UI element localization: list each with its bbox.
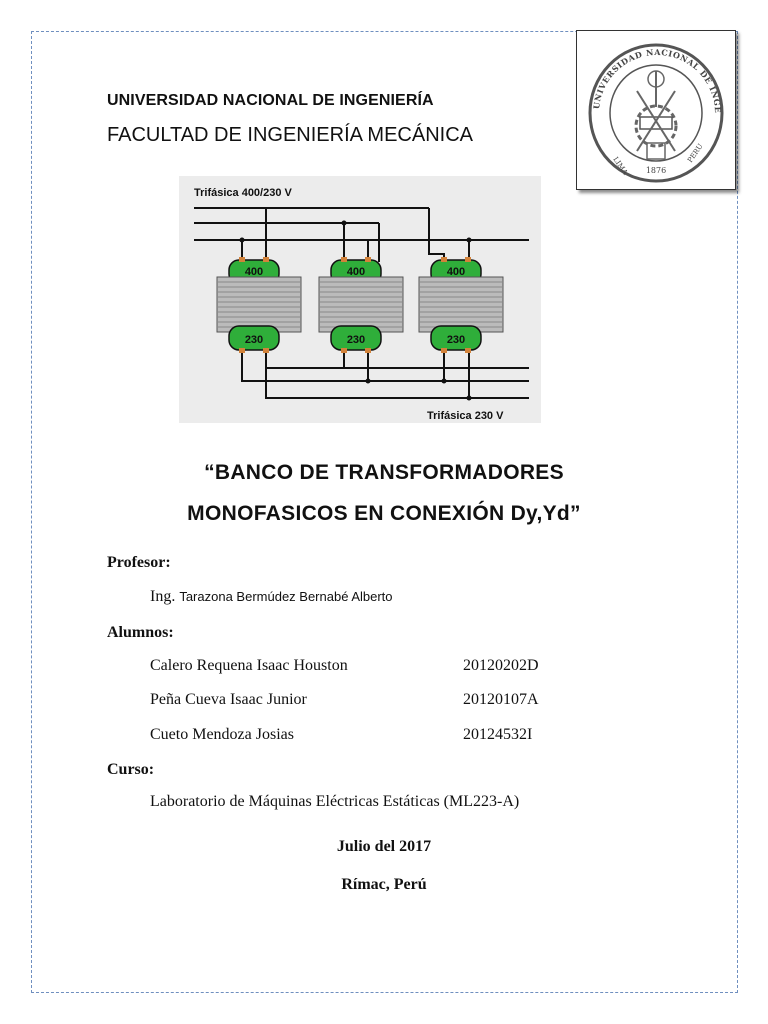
university-seal: [576, 30, 736, 190]
seal-emblem-icon: [577, 31, 735, 189]
transformer-2: [319, 257, 403, 353]
student-code: 20120107A: [463, 691, 539, 708]
svg-text:LIMA: LIMA: [611, 155, 630, 177]
svg-text:PERU: PERU: [686, 142, 705, 165]
student-name: Peña Cueva Isaac Junior: [150, 691, 307, 708]
svg-text:UNIVERSIDAD NACIONAL DE INGENI: UNIVERSIDAD NACIONAL DE INGE: [591, 46, 724, 114]
svg-text:230: 230: [346, 334, 366, 346]
transformer-1: [217, 257, 301, 353]
svg-text:400: 400: [244, 266, 264, 278]
course-name: Laboratorio de Máquinas Eléctricas Estáticas (ML223-A): [150, 793, 520, 810]
transformer-diagram: [179, 176, 541, 423]
svg-text:230: 230: [446, 334, 466, 346]
students-label: Alumnos:: [107, 624, 174, 641]
student-name: Cueto Mendoza Josias: [150, 726, 294, 743]
professor-label: Profesor:: [107, 554, 171, 571]
diagram-secondary-label: Trifásica 230 V: [427, 410, 504, 422]
document-title-line-1: “BANCO DE TRANSFORMADORES: [204, 461, 564, 484]
svg-text:1876: 1876: [645, 166, 667, 175]
professor-line: [150, 588, 393, 606]
svg-text:230: 230: [244, 334, 264, 346]
student-code: 20120202D: [463, 657, 539, 674]
diagram-primary-label: Trifásica 400/230 V: [194, 187, 292, 199]
student-name: Calero Requena Isaac Houston: [150, 657, 348, 674]
professor-prefix: Ing.: [150, 588, 176, 605]
document-date: Julio del 2017: [336, 838, 432, 855]
svg-text:400: 400: [346, 266, 366, 278]
document-place: Rímac, Perú: [341, 876, 427, 893]
professor-name: Tarazona Bermúdez Bernabé Alberto: [179, 589, 393, 604]
student-code: 20124532I: [463, 726, 533, 743]
university-name: UNIVERSIDAD NACIONAL DE INGENIERÍA: [107, 92, 434, 109]
course-label: Curso:: [107, 761, 155, 778]
faculty-name: FACULTAD DE INGENIERÍA MECÁNICA: [107, 124, 473, 146]
document-title-line-2: MONOFASICOS EN CONEXIÓN Dy,Yd”: [187, 502, 581, 525]
svg-text:400: 400: [446, 266, 466, 278]
transformer-3: [419, 257, 503, 353]
